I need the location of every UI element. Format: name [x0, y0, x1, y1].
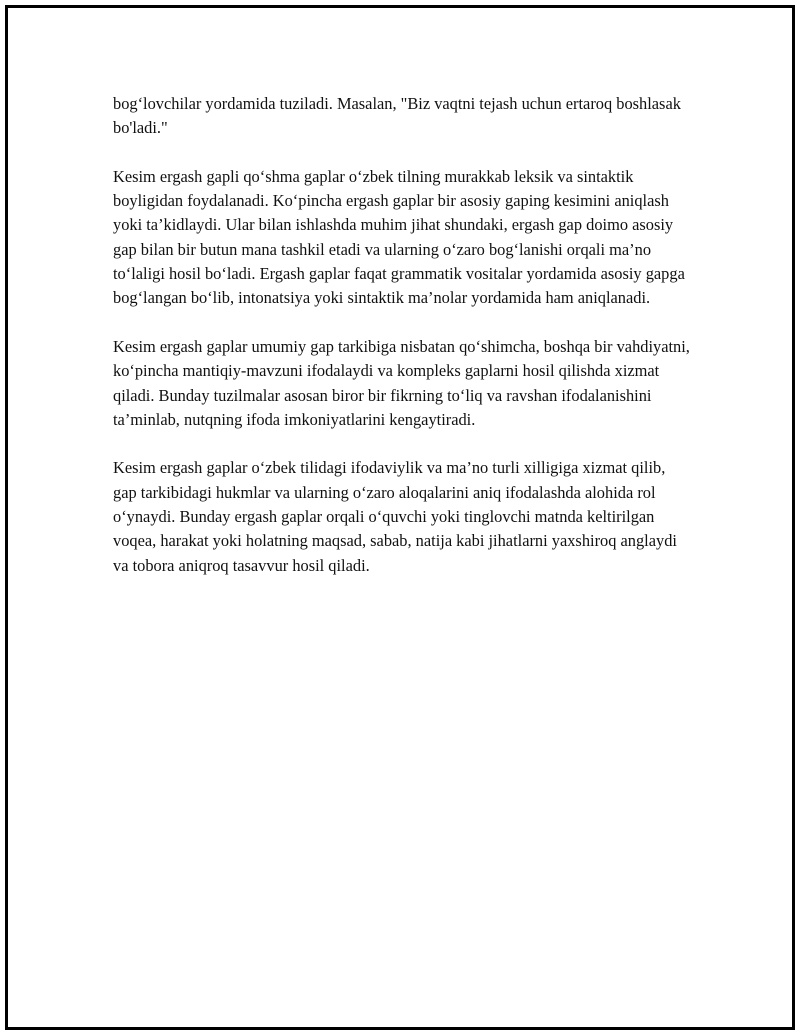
- paragraph-1: bog‘lovchilar yordamida tuziladi. Masalan, "Biz vaqtni tejash uchun ertaroq boshlasak bo'ladi.": [113, 94, 681, 138]
- paragraph-2: Kesim ergash gapli qo‘shma gaplar o‘zbek tilning murakkab leksik va sintaktik boyligidan foydalanadi. Ko‘pincha ergash gaplar bir asosiy gaping kesimini aniqlash yoki ta’kidlaydi. Ular bilan ishlashda muhim jihat shundaki, ergash gap doimo asosiy gap bilan bir butun mana tashkil etadi va ularning o‘zaro bog‘lanishi orqali ma’no to‘laligi hosil bo‘ladi. Ergash gaplar faqat grammatik vositalar yordamida asosiy gapga bog‘langan bo‘lib, intonatsiya yoki sintaktik ma’nolar yordamida ham aniqlanadi.: [113, 166, 685, 308]
- paragraph-4: Kesim ergash gaplar o‘zbek tilidagi ifodaviylik va ma’no turli xilligiga xizmat qilib, gap tarkibidagi hukmlar va ularning o‘zaro aloqalarini aniq ifodalashda alohida rol o‘ynaydi. Bunday ergash gaplar orqali o‘quvchi yoki tinglovchi matnda keltirilgan voqea, harakat yoki holatning maqsad, sabab, natija kabi jihatlarni yaxshiroq anglaydi va tobora aniqroq tasavvur hosil qiladi.: [113, 458, 677, 575]
- paragraph-3: Kesim ergash gaplar umumiy gap tarkibiga nisbatan qo‘shimcha, boshqa bir vahdiyatni, ko‘pincha mantiqiy-mavzuni ifodalaydi va kompleks gaplarni hosil qilishda xizmat qiladi. Bunday tuzilmalar asosan biror bir fikrning to‘liq va ravshan ifodalanishini ta’minlab, nutqning ifoda imkoniyatlarini kengaytiradi.: [113, 336, 690, 429]
- document-body: [113, 92, 693, 602]
